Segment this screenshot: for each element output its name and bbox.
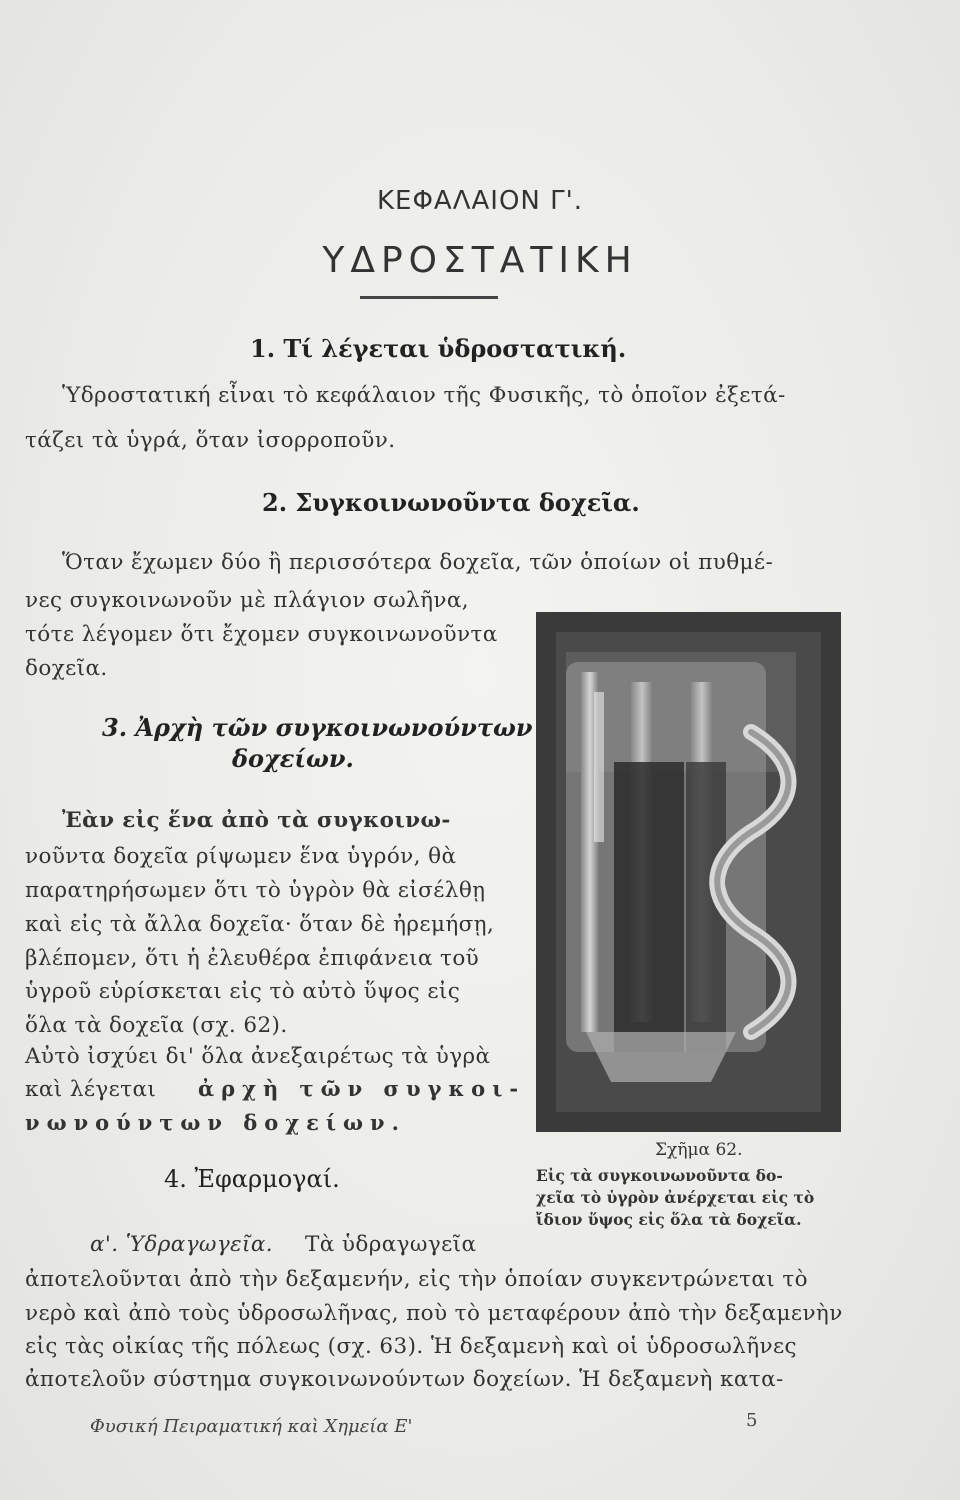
chapter-label: ΚΕΦΑΛΑΙΟΝ Γ'. [376,186,584,216]
section-3-line-7: ὅλα τὰ δοχεῖα (σχ. 62). [25,1013,288,1038]
section-2-line-4: δοχεῖα. [25,656,108,681]
figure-62-label: Σχῆμα 62. [655,1140,743,1160]
section-3-line-4: καὶ εἰς τὰ ἄλλα δοχεῖα· ὅταν δὲ ἠρεμήσῃ, [25,912,495,937]
section-3-line-9-prefix: καὶ λέγεται [25,1077,157,1102]
principle-name-part-2: νωνούντων δοχείων. [25,1110,406,1135]
page-number: 5 [746,1410,758,1431]
part-title: ΥΔΡΟΣΤΑΤΙΚΗ [322,240,638,281]
section-4-line-1: ἀποτελοῦνται ἀπὸ τὴν δεξαμενήν, εἰς τὴν ὁποίαν συγκεντρώνεται τὸ [25,1267,808,1292]
section-1-heading: 1. Τί λέγεται ὑδροστατική. [250,334,627,363]
section-1-line-2: τάζει τὰ ὑγρά, ὅταν ἰσορροποῦν. [25,428,396,453]
section-2-line-1: Ὅταν ἔχωμεν δύο ἢ περισσότερα δοχεῖα, τῶν ὁποίων οἱ πυθμέ- [62,550,774,575]
subsection-a-text: Τὰ ὑδραγωγεῖα [305,1232,477,1257]
principle-name-part-1: ἀρχὴ τῶν συγκοι- [198,1076,526,1101]
figure-62-caption-line-2: χεῖα τὸ ὑγρὸν ἀνέρχεται εἰς τὸ [536,1188,815,1207]
footer-book-title: Φυσική Πειραματική καὶ Χημεία Ε' [90,1416,413,1437]
section-3-heading-line-2: δοχείων. [232,744,354,773]
section-2-line-3: τότε λέγομεν ὅτι ἔχομεν συγκοινωνοῦντα [25,622,498,647]
section-4-line-3: εἰς τὰς οἰκίας τῆς πόλεως (σχ. 63). Ἡ δεξαμενὴ καὶ οἱ ὑδροσωλῆνες [25,1334,797,1359]
section-3-line-5: βλέπομεν, ὅτι ἡ ἐλευθέρα ἐπιφάνεια τοῦ [25,946,480,971]
section-3-line-8: Αὐτὸ ἰσχύει δι' ὅλα ἀνεξαιρέτως τὰ ὑγρὰ [25,1044,491,1069]
section-4-line-2: νερὸ καὶ ἀπὸ τοὺς ὑδροσωλῆνας, ποὺ τὸ μεταφέρουν ἀπὸ τὴν δεξαμενὴν [25,1301,843,1326]
section-1-line-1: Ὑδροστατική εἶναι τὸ κεφάλαιον τῆς Φυσικῆς, τὸ ὁποῖον ἐξετά- [62,383,786,408]
figure-62-caption-line-1: Εἰς τὰ συγκοινωνοῦντα δο- [536,1166,783,1185]
communicating-vessels-illustration [536,612,841,1132]
section-3-heading-line-1: 3. Ἀρχὴ τῶν συγκοινωνούντων [102,713,533,742]
section-3-line-2: νοῦντα δοχεῖα ρίψωμεν ἕνα ὑγρόν, θὰ [25,844,457,869]
figure-62-image [536,612,841,1132]
section-3-line-6: ὑγροῦ εὑρίσκεται εἰς τὸ αὐτὸ ὕψος εἰς [25,979,461,1004]
section-2-heading: 2. Συγκοινωνοῦντα δοχεῖα. [262,488,640,517]
subsection-a-label: α'. Ὑδραγωγεῖα. [90,1232,274,1257]
section-4-heading: 4. Ἐφαρμογαί. [164,1165,340,1193]
section-2-line-2: νες συγκοινωνοῦν μὲ πλάγιον σωλῆνα, [25,588,469,613]
section-3-line-1: Ἐὰν εἰς ἕνα ἀπὸ τὰ συγκοινω- [62,808,451,833]
section-4-line-4: ἀποτελοῦν σύστημα συγκοινωνούντων δοχείων. Ἡ δεξαμενὴ κατα- [25,1367,784,1392]
figure-62-caption-line-3: ἴδιον ὕψος εἰς ὅλα τὰ δοχεῖα. [536,1210,802,1229]
section-3-line-3: παρατηρήσωμεν ὅτι τὸ ὑγρὸν θὰ εἰσέλθῃ [25,878,486,903]
title-divider [360,296,498,299]
